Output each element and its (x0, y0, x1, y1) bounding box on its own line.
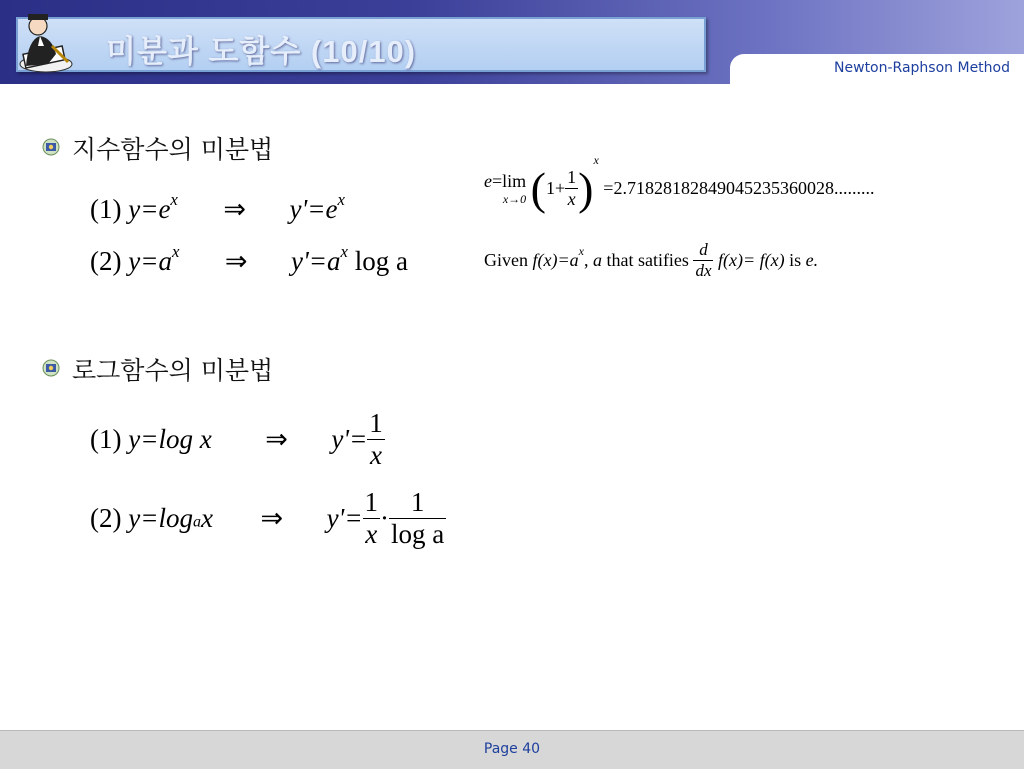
rule-rhs: y'= (331, 424, 368, 454)
rule-rhs-tail: log a (354, 246, 408, 276)
implies-arrow: ⇒ (224, 246, 248, 276)
e-frac-den: x (565, 188, 578, 210)
given-equation: f(x)= f(x) (717, 250, 785, 270)
log-rule-2 (90, 487, 446, 550)
given-prefix: Given (484, 250, 528, 270)
bullet-emblem-icon (42, 138, 60, 156)
given-e: e. (805, 250, 819, 270)
rule-lhs: y=a (128, 246, 172, 276)
page-title: 미분과 도함수 (10/10) (106, 34, 417, 69)
footer-bar (0, 730, 1024, 769)
given-note (484, 240, 818, 281)
frac2-denominator: log a (391, 519, 445, 549)
frac-denominator: x (363, 518, 381, 550)
e-frac-num: 1 (567, 167, 577, 187)
given-suffix: is (789, 250, 802, 270)
implies-arrow: ⇒ (260, 503, 284, 533)
rule-lhs: y=log (128, 503, 193, 533)
rule-rhs: y'=e (289, 194, 338, 224)
rule-number: (2) (90, 246, 122, 276)
rule-lhs-tail: x (200, 503, 213, 533)
multiply-dot: · (380, 503, 390, 533)
rule-number: (1) (90, 194, 122, 224)
subtitle-tab (730, 54, 1024, 84)
rule-lhs-exponent: x (170, 189, 178, 209)
implies-arrow: ⇒ (265, 424, 288, 454)
implies-arrow: ⇒ (223, 194, 246, 224)
given-fx: f(x)=a (532, 250, 579, 270)
professor-logo-icon (18, 6, 80, 76)
rule-lhs: y=log x (128, 424, 212, 454)
exp-rule-2 (90, 241, 408, 277)
one-plus: 1+ (545, 178, 566, 198)
section-heading-logarithmic: 로그함수의 미분법 (72, 356, 274, 385)
frac-numerator: 1 (364, 487, 379, 517)
page-number: Page 40 (483, 741, 541, 757)
e-value: =2.71828182849045235360028......... (603, 178, 875, 198)
rule-rhs: y'= (326, 503, 363, 533)
given-fx-exponent: x (578, 244, 584, 259)
given-mid-text: that satifies (606, 250, 689, 270)
bullet-emblem-icon (42, 359, 60, 377)
frac2-numerator: 1 (410, 487, 425, 517)
given-a: a (592, 250, 602, 270)
exp-rule-1 (90, 189, 345, 225)
rule-rhs-exponent: x (340, 241, 348, 261)
right-paren: ) (578, 163, 594, 214)
derivative-num: d (699, 240, 708, 259)
rule-number: (2) (90, 503, 122, 533)
frac-numerator: 1 (369, 408, 383, 438)
rule-lhs: y=e (128, 194, 171, 224)
rule-lhs-exponent: x (171, 241, 180, 261)
frac-denominator: x (367, 439, 385, 471)
rule-number: (1) (90, 424, 122, 454)
left-paren: ( (530, 163, 546, 214)
section-heading-exponential: 지수함수의 미분법 (72, 135, 274, 164)
log-rule-1 (90, 408, 385, 471)
derivative-den: dx (695, 261, 712, 280)
subtitle: Newton-Raphson Method (834, 60, 1010, 76)
e-definition: e=lim x→0 (1+ $\frac{1}{x}$ )$^x$ =2.71828182849045235360028......... (484, 152, 875, 214)
log-base: a (192, 513, 201, 531)
e-exponent: x (593, 152, 599, 167)
given-comma: , (583, 250, 589, 270)
lim-subscript: x→0 (502, 191, 527, 206)
rule-rhs-exponent: x (337, 189, 345, 209)
rule-rhs: y'=a (291, 246, 341, 276)
